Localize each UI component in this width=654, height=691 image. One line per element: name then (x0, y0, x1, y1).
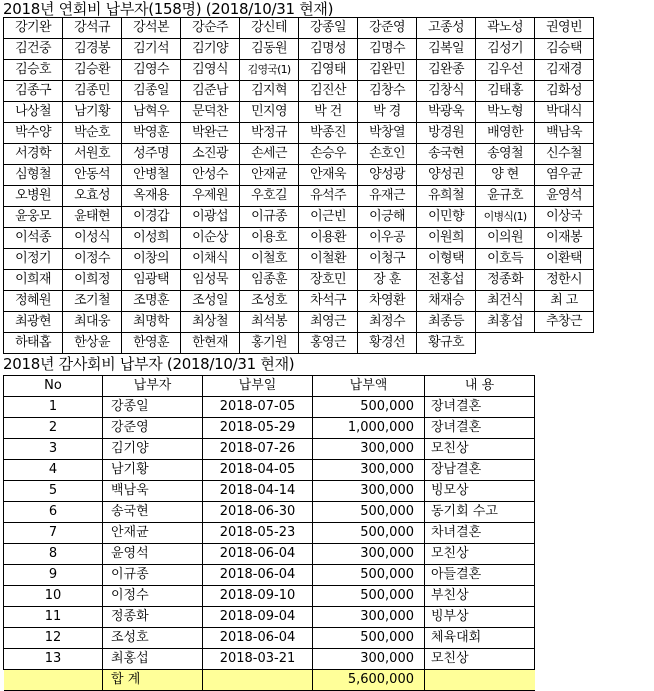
member-cell[interactable]: 박창열 (358, 123, 417, 144)
member-cell[interactable]: 이창의 (122, 249, 181, 270)
payment-cell[interactable]: 남기황 (103, 460, 203, 481)
member-cell[interactable]: 이호득 (476, 249, 535, 270)
members-row (4, 228, 594, 249)
payment-row (4, 607, 535, 628)
member-cell[interactable]: 차석구 (299, 291, 358, 312)
member-cell[interactable]: 임종훈 (240, 270, 299, 291)
member-cell[interactable]: 황규호 (417, 333, 476, 354)
member-cell[interactable]: 이광섭 (181, 207, 240, 228)
total-blank-cell[interactable] (425, 670, 535, 691)
total-blank-cell[interactable] (203, 670, 313, 691)
member-cell[interactable]: 김기석 (122, 39, 181, 60)
member-cell[interactable]: 전홍섭 (417, 270, 476, 291)
member-cell[interactable]: 최홍섭 (476, 312, 535, 333)
payments-header-cell: 납부자 (103, 376, 203, 397)
member-cell[interactable]: 성주명 (122, 144, 181, 165)
member-cell[interactable]: 김명성 (299, 39, 358, 60)
member-cell[interactable]: 김영태 (299, 60, 358, 81)
member-cell[interactable]: 이석종 (4, 228, 63, 249)
payment-row (4, 481, 535, 502)
payment-cell[interactable]: 빙모상 (425, 481, 535, 502)
member-cell[interactable]: 이성식 (63, 228, 122, 249)
payment-cell[interactable]: 2018-06-30 (203, 502, 313, 523)
payment-cell[interactable]: 김기양 (103, 439, 203, 460)
members-row (4, 165, 594, 186)
payment-cell[interactable]: 12 (4, 628, 103, 649)
member-cell[interactable]: 이청구 (358, 249, 417, 270)
member-cell[interactable]: 이환택 (535, 249, 594, 270)
member-cell[interactable]: 곽노성 (476, 18, 535, 39)
payment-cell[interactable]: 2018-03-21 (203, 649, 313, 670)
member-cell[interactable]: 안병철 (122, 165, 181, 186)
payment-cell[interactable]: 1 (4, 397, 103, 418)
member-cell[interactable]: 김창식 (417, 81, 476, 102)
payment-cell[interactable]: 5 (4, 481, 103, 502)
member-cell[interactable]: 강신테 (240, 18, 299, 39)
member-cell[interactable]: 장호민 (299, 270, 358, 291)
member-cell[interactable]: 신수철 (535, 144, 594, 165)
payment-cell[interactable]: 4 (4, 460, 103, 481)
members-row (4, 81, 594, 102)
member-cell[interactable]: 양성광 (358, 165, 417, 186)
payment-row (4, 544, 535, 565)
payments-title: 2018년 감사회비 납부자 (2018/10/31 현재) (3, 355, 295, 373)
payment-cell[interactable]: 500,000 (313, 586, 425, 607)
payment-cell[interactable]: 모친상 (425, 439, 535, 460)
payment-row (4, 502, 535, 523)
member-cell[interactable]: 안성수 (181, 165, 240, 186)
payments-header-cell: 내 용 (425, 376, 535, 397)
member-cell[interactable]: 김명수 (358, 39, 417, 60)
member-cell[interactable]: 남혁우 (122, 102, 181, 123)
payment-cell[interactable]: 안재균 (103, 523, 203, 544)
member-cell[interactable]: 김종민 (63, 81, 122, 102)
member-cell[interactable]: 윤웅모 (4, 207, 63, 228)
member-cell[interactable]: 박광욱 (417, 102, 476, 123)
payment-cell[interactable]: 300,000 (313, 460, 425, 481)
member-cell[interactable]: 한영훈 (122, 333, 181, 354)
member-cell[interactable]: 이용환 (299, 228, 358, 249)
member-cell[interactable]: 이민향 (417, 207, 476, 228)
payment-row (4, 418, 535, 439)
members-row (4, 102, 594, 123)
member-cell[interactable]: 한상윤 (63, 333, 122, 354)
payment-cell[interactable]: 2018-09-04 (203, 607, 313, 628)
member-cell[interactable]: 김종일 (122, 81, 181, 102)
payment-cell[interactable]: 500,000 (313, 397, 425, 418)
payment-row (4, 565, 535, 586)
member-cell[interactable]: 이용호 (240, 228, 299, 249)
payment-cell[interactable]: 2018-06-04 (203, 565, 313, 586)
payment-cell[interactable]: 2018-04-14 (203, 481, 313, 502)
member-cell[interactable]: 조기철 (63, 291, 122, 312)
payment-cell[interactable]: 300,000 (313, 439, 425, 460)
members-row (4, 144, 594, 165)
payment-cell[interactable]: 송국현 (103, 502, 203, 523)
member-cell[interactable]: 강준영 (358, 18, 417, 39)
payments-header-cell: No (4, 376, 103, 397)
members-row (4, 291, 594, 312)
payment-cell[interactable]: 체육대회 (425, 628, 535, 649)
payment-cell[interactable]: 빙부상 (425, 607, 535, 628)
member-cell[interactable]: 이정기 (4, 249, 63, 270)
member-cell[interactable]: 박순호 (63, 123, 122, 144)
member-cell[interactable]: 나상철 (4, 102, 63, 123)
member-cell[interactable]: 최 고 (535, 291, 594, 312)
payments-header-cell: 납부액 (313, 376, 425, 397)
member-cell[interactable]: 김승택 (535, 39, 594, 60)
member-cell[interactable]: 정종화 (476, 270, 535, 291)
member-cell[interactable]: 장 훈 (358, 270, 417, 291)
payment-cell[interactable]: 3 (4, 439, 103, 460)
member-cell[interactable]: 송국현 (417, 144, 476, 165)
member-cell[interactable]: 이원희 (417, 228, 476, 249)
member-cell[interactable]: 강석본 (122, 18, 181, 39)
member-cell[interactable]: 이근빈 (299, 207, 358, 228)
payment-cell[interactable]: 모친상 (425, 649, 535, 670)
payment-row (4, 523, 535, 544)
payment-cell[interactable]: 조성호 (103, 628, 203, 649)
member-cell[interactable]: 이병식(1) (476, 207, 535, 228)
payment-cell[interactable]: 백남욱 (103, 481, 203, 502)
member-cell[interactable]: 김영식 (181, 60, 240, 81)
member-cell[interactable]: 하태홉 (4, 333, 63, 354)
payment-cell[interactable]: 장녀결혼 (425, 397, 535, 418)
members-row (4, 39, 594, 60)
member-cell[interactable]: 김완종 (417, 60, 476, 81)
payment-cell[interactable]: 2018-05-29 (203, 418, 313, 439)
member-cell[interactable]: 강기완 (4, 18, 63, 39)
member-cell[interactable]: 양 현 (476, 165, 535, 186)
member-cell[interactable]: 최대웅 (63, 312, 122, 333)
member-cell[interactable]: 이경갑 (122, 207, 181, 228)
payment-cell[interactable]: 2018-07-26 (203, 439, 313, 460)
payment-cell[interactable]: 300,000 (313, 649, 425, 670)
members-table (3, 17, 594, 354)
member-cell[interactable]: 최건식 (476, 291, 535, 312)
member-cell[interactable]: 강순주 (181, 18, 240, 39)
member-cell[interactable]: 소진광 (181, 144, 240, 165)
members-row (4, 123, 594, 144)
payment-cell[interactable]: 아들결혼 (425, 565, 535, 586)
payment-cell[interactable]: 2 (4, 418, 103, 439)
member-cell[interactable]: 김지혁 (240, 81, 299, 102)
payment-row (4, 460, 535, 481)
member-cell[interactable]: 김준남 (181, 81, 240, 102)
payment-cell[interactable]: 차녀결혼 (425, 523, 535, 544)
payment-cell[interactable]: 2018-05-23 (203, 523, 313, 544)
member-cell[interactable]: 문덕찬 (181, 102, 240, 123)
member-cell[interactable]: 권영빈 (535, 18, 594, 39)
payment-cell[interactable]: 13 (4, 649, 103, 670)
member-cell[interactable]: 방경원 (417, 123, 476, 144)
member-cell[interactable]: 윤규호 (476, 186, 535, 207)
member-cell[interactable]: 서경학 (4, 144, 63, 165)
member-cell[interactable]: 채재승 (417, 291, 476, 312)
member-cell[interactable]: 윤영석 (535, 186, 594, 207)
member-cell[interactable]: 안재균 (240, 165, 299, 186)
members-title: 2018년 연회비 납부자(158명) (2018/10/31 현재) (3, 0, 334, 18)
member-cell[interactable]: 민지영 (240, 102, 299, 123)
member-cell[interactable]: 박노형 (476, 102, 535, 123)
payment-row (4, 628, 535, 649)
member-cell[interactable]: 황경선 (358, 333, 417, 354)
member-cell[interactable]: 박 건 (299, 102, 358, 123)
payment-cell[interactable]: 2018-09-10 (203, 586, 313, 607)
payment-cell[interactable]: 모친상 (425, 544, 535, 565)
payment-cell[interactable]: 300,000 (313, 607, 425, 628)
member-cell[interactable]: 임성묵 (181, 270, 240, 291)
member-cell[interactable]: 김진산 (299, 81, 358, 102)
members-row (4, 18, 594, 39)
member-cell[interactable]: 김창수 (358, 81, 417, 102)
member-cell[interactable]: 최명학 (122, 312, 181, 333)
payment-cell[interactable]: 이규종 (103, 565, 203, 586)
member-cell[interactable]: 백남욱 (535, 123, 594, 144)
member-cell[interactable]: 이상국 (535, 207, 594, 228)
member-cell[interactable]: 고종성 (417, 18, 476, 39)
member-cell[interactable]: 이성희 (122, 228, 181, 249)
member-cell[interactable]: 옥재용 (122, 186, 181, 207)
payment-cell[interactable]: 8 (4, 544, 103, 565)
member-cell[interactable]: 김우선 (476, 60, 535, 81)
member-cell[interactable]: 김성기 (476, 39, 535, 60)
member-cell[interactable]: 김영국(1) (240, 60, 299, 81)
payment-row (4, 439, 535, 460)
member-cell[interactable]: 최정수 (358, 312, 417, 333)
member-cell[interactable]: 차영환 (358, 291, 417, 312)
member-cell[interactable]: 이형택 (417, 249, 476, 270)
member-cell[interactable]: 정혜원 (4, 291, 63, 312)
member-cell[interactable]: 최상철 (181, 312, 240, 333)
payment-row (4, 649, 535, 670)
payment-cell[interactable]: 9 (4, 565, 103, 586)
member-cell[interactable]: 조성일 (181, 291, 240, 312)
member-cell[interactable]: 박영훈 (122, 123, 181, 144)
payment-cell[interactable]: 500,000 (313, 523, 425, 544)
payment-cell[interactable]: 10 (4, 586, 103, 607)
member-cell[interactable]: 안동석 (63, 165, 122, 186)
member-cell[interactable]: 이철환 (299, 249, 358, 270)
members-row (4, 60, 594, 81)
member-cell[interactable]: 김태홍 (476, 81, 535, 102)
member-cell[interactable]: 홍기원 (240, 333, 299, 354)
member-cell[interactable]: 유석주 (299, 186, 358, 207)
member-cell[interactable]: 이철호 (240, 249, 299, 270)
payment-cell[interactable]: 500,000 (313, 628, 425, 649)
member-cell[interactable]: 박수양 (4, 123, 63, 144)
payment-cell[interactable]: 300,000 (313, 481, 425, 502)
member-cell[interactable]: 손세근 (240, 144, 299, 165)
total-blank-cell[interactable] (4, 670, 103, 691)
member-cell[interactable]: 김화성 (535, 81, 594, 102)
payment-cell[interactable]: 500,000 (313, 565, 425, 586)
member-cell[interactable]: 홍영근 (299, 333, 358, 354)
member-cell[interactable]: 김경봉 (63, 39, 122, 60)
member-cell[interactable]: 조성호 (240, 291, 299, 312)
payment-cell[interactable]: 500,000 (313, 502, 425, 523)
payment-cell[interactable]: 강종일 (103, 397, 203, 418)
member-cell[interactable]: 손호인 (358, 144, 417, 165)
member-cell[interactable]: 추창근 (535, 312, 594, 333)
payments-table (3, 375, 535, 691)
members-row (4, 186, 594, 207)
member-cell[interactable]: 김승환 (63, 60, 122, 81)
member-cell[interactable]: 염우균 (535, 165, 594, 186)
member-cell[interactable]: 송영철 (476, 144, 535, 165)
member-cell[interactable]: 김건중 (4, 39, 63, 60)
payment-cell[interactable]: 동기회 수고 (425, 502, 535, 523)
member-cell[interactable]: 조명훈 (122, 291, 181, 312)
member-cell[interactable]: 우호길 (240, 186, 299, 207)
payment-cell[interactable]: 2018-06-04 (203, 544, 313, 565)
members-row (4, 249, 594, 270)
member-cell[interactable]: 배영한 (476, 123, 535, 144)
payment-cell[interactable]: 300,000 (313, 544, 425, 565)
payment-cell[interactable]: 6 (4, 502, 103, 523)
payment-cell[interactable]: 2018-07-05 (203, 397, 313, 418)
member-cell[interactable]: 이순상 (181, 228, 240, 249)
member-cell[interactable]: 김복일 (417, 39, 476, 60)
member-cell[interactable]: 이희재 (4, 270, 63, 291)
member-cell[interactable]: 김종구 (4, 81, 63, 102)
member-cell[interactable]: 심형철 (4, 165, 63, 186)
payments-header-row (4, 376, 535, 397)
total-label[interactable]: 합 계 (103, 670, 203, 691)
member-cell[interactable]: 박완근 (181, 123, 240, 144)
payment-cell[interactable]: 최홍섭 (103, 649, 203, 670)
payment-cell[interactable]: 강준영 (103, 418, 203, 439)
member-cell[interactable] (476, 333, 535, 354)
member-cell[interactable]: 우제원 (181, 186, 240, 207)
member-cell[interactable]: 강석규 (63, 18, 122, 39)
member-cell[interactable]: 이의원 (476, 228, 535, 249)
member-cell[interactable]: 김동원 (240, 39, 299, 60)
member-cell[interactable]: 박정규 (240, 123, 299, 144)
member-cell[interactable]: 최석봉 (240, 312, 299, 333)
member-cell[interactable]: 윤태현 (63, 207, 122, 228)
member-cell[interactable]: 김승호 (4, 60, 63, 81)
member-cell[interactable]: 박대식 (535, 102, 594, 123)
payment-cell[interactable]: 11 (4, 607, 103, 628)
member-cell[interactable]: 유재근 (358, 186, 417, 207)
payment-cell[interactable]: 정종화 (103, 607, 203, 628)
member-cell[interactable] (535, 333, 594, 354)
member-cell[interactable]: 이채식 (181, 249, 240, 270)
member-cell[interactable]: 이긍해 (358, 207, 417, 228)
payment-cell[interactable]: 이정수 (103, 586, 203, 607)
member-cell[interactable]: 정한시 (535, 270, 594, 291)
payments-header-cell: 납부일 (203, 376, 313, 397)
member-cell[interactable]: 김영수 (122, 60, 181, 81)
payment-row (4, 397, 535, 418)
member-cell[interactable]: 서원호 (63, 144, 122, 165)
member-cell[interactable]: 남기황 (63, 102, 122, 123)
member-cell[interactable]: 유희철 (417, 186, 476, 207)
payment-cell[interactable]: 7 (4, 523, 103, 544)
member-cell[interactable]: 양성권 (417, 165, 476, 186)
member-cell[interactable]: 박 경 (358, 102, 417, 123)
member-cell[interactable]: 이정수 (63, 249, 122, 270)
payment-cell[interactable]: 2018-04-05 (203, 460, 313, 481)
member-cell[interactable]: 최광현 (4, 312, 63, 333)
member-cell[interactable]: 임광택 (122, 270, 181, 291)
member-cell[interactable]: 이규종 (240, 207, 299, 228)
member-cell[interactable]: 강종일 (299, 18, 358, 39)
member-cell[interactable]: 최종등 (417, 312, 476, 333)
members-row (4, 333, 594, 354)
payment-cell[interactable]: 1,000,000 (313, 418, 425, 439)
payment-cell[interactable]: 윤영석 (103, 544, 203, 565)
payment-cell[interactable]: 장남결혼 (425, 460, 535, 481)
payment-cell[interactable]: 부친상 (425, 586, 535, 607)
member-cell[interactable]: 손승우 (299, 144, 358, 165)
members-row (4, 207, 594, 228)
member-cell[interactable]: 김완민 (358, 60, 417, 81)
member-cell[interactable]: 이우공 (358, 228, 417, 249)
payment-cell[interactable]: 장녀결혼 (425, 418, 535, 439)
member-cell[interactable]: 오병원 (4, 186, 63, 207)
payment-row (4, 586, 535, 607)
member-cell[interactable]: 이재봉 (535, 228, 594, 249)
payment-cell[interactable]: 2018-06-04 (203, 628, 313, 649)
member-cell[interactable]: 안재욱 (299, 165, 358, 186)
members-row (4, 312, 594, 333)
member-cell[interactable]: 김재경 (535, 60, 594, 81)
member-cell[interactable]: 이희정 (63, 270, 122, 291)
member-cell[interactable]: 박종진 (299, 123, 358, 144)
payments-total-row (4, 670, 535, 691)
member-cell[interactable]: 오효성 (63, 186, 122, 207)
member-cell[interactable]: 최영근 (299, 312, 358, 333)
member-cell[interactable]: 한현재 (181, 333, 240, 354)
total-amount[interactable]: 5,600,000 (313, 670, 425, 691)
members-row (4, 270, 594, 291)
member-cell[interactable]: 김기양 (181, 39, 240, 60)
